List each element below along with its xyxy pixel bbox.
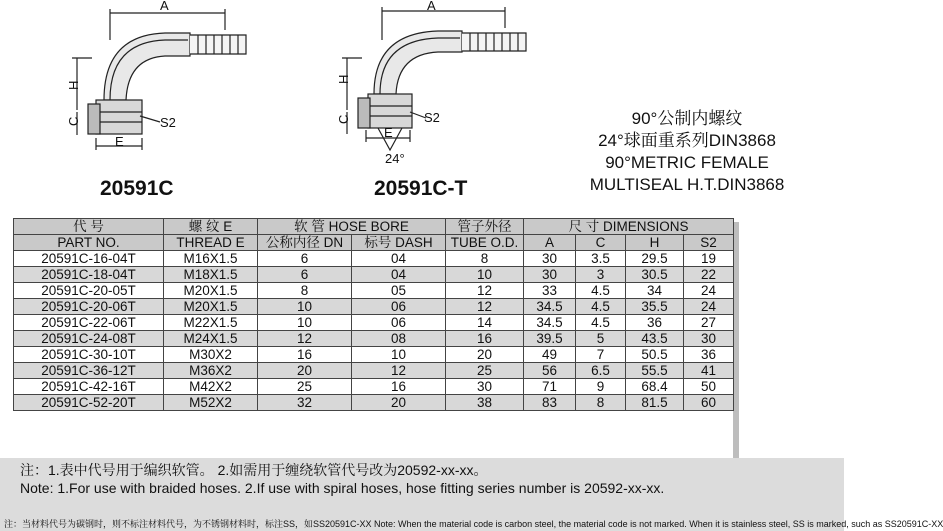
table-cell: 12	[446, 283, 524, 299]
th-tube-cn: 管子外径	[446, 219, 524, 235]
table-cell: 39.5	[524, 331, 576, 347]
table-cell: 08	[352, 331, 446, 347]
table-cell: 4.5	[576, 299, 626, 315]
table-cell: 30	[524, 251, 576, 267]
table-cell: 20591C-42-16T	[14, 379, 164, 395]
right-dim-e: E	[384, 125, 393, 140]
table-cell: M22X1.5	[164, 315, 258, 331]
table-cell: M20X1.5	[164, 283, 258, 299]
table-cell: 30.5	[626, 267, 684, 283]
table-cell: 71	[524, 379, 576, 395]
table-cell: 05	[352, 283, 446, 299]
table-cell: 81.5	[626, 395, 684, 411]
table-cell: 7	[576, 347, 626, 363]
table-cell: 10	[258, 299, 352, 315]
table-cell: 20591C-24-08T	[14, 331, 164, 347]
left-dim-c: C	[66, 116, 81, 126]
th-part-no: PART NO.	[14, 235, 164, 251]
table-cell: M30X2	[164, 347, 258, 363]
table-cell: 06	[352, 299, 446, 315]
table-cell: 50.5	[626, 347, 684, 363]
table-cell: 16	[446, 331, 524, 347]
th-thread: THREAD E	[164, 235, 258, 251]
table-row	[14, 395, 734, 411]
table-row	[14, 379, 734, 395]
table-cell: 36	[626, 315, 684, 331]
table-cell: 04	[352, 267, 446, 283]
table-cell: M52X2	[164, 395, 258, 411]
table-cell: M16X1.5	[164, 251, 258, 267]
table-row	[14, 315, 734, 331]
table-cell: 24	[684, 299, 734, 315]
desc-line-3: 90°METRIC FEMALE	[605, 153, 769, 172]
table-cell: 5	[576, 331, 626, 347]
table-cell: 12	[352, 363, 446, 379]
th-a: A	[524, 235, 576, 251]
table-cell: 34.5	[524, 299, 576, 315]
table-cell: 50	[684, 379, 734, 395]
table-cell: 34.5	[524, 315, 576, 331]
table-row	[14, 299, 734, 315]
table-cell: 30	[684, 331, 734, 347]
table-header-row-1	[14, 219, 734, 235]
table-cell: 8	[258, 283, 352, 299]
th-dn: 公称内径 DN	[258, 235, 352, 251]
table-cell: 8	[446, 251, 524, 267]
table-cell: 6	[258, 251, 352, 267]
table-cell: M24X1.5	[164, 331, 258, 347]
table-cell: 56	[524, 363, 576, 379]
left-fitting-drawing	[72, 9, 246, 150]
table-cell: M18X1.5	[164, 267, 258, 283]
dimension-table	[13, 218, 734, 411]
table-cell: 27	[684, 315, 734, 331]
note-cn: 注：1.表中代号用于编织软管。 2.如需用于缠绕软管代号改为20592-xx-xx。	[20, 462, 488, 478]
table-cell: 38	[446, 395, 524, 411]
table-cell: 68.4	[626, 379, 684, 395]
table-cell: 8	[576, 395, 626, 411]
right-model-label: 20591C-T	[374, 177, 468, 200]
table-row	[14, 347, 734, 363]
table-cell: 83	[524, 395, 576, 411]
table-cell: 19	[684, 251, 734, 267]
table-row	[14, 267, 734, 283]
table-cell: 55.5	[626, 363, 684, 379]
table-cell: 41	[684, 363, 734, 379]
table-cell: 60	[684, 395, 734, 411]
table-cell: 20	[446, 347, 524, 363]
table-cell: 20591C-52-20T	[14, 395, 164, 411]
table-cell: 30	[524, 267, 576, 283]
table-cell: 9	[576, 379, 626, 395]
table-cell: M42X2	[164, 379, 258, 395]
table-cell: 25	[258, 379, 352, 395]
table-row	[14, 251, 734, 267]
table-cell: 20591C-18-04T	[14, 267, 164, 283]
notes-section	[0, 458, 943, 531]
right-dim-a: A	[427, 0, 436, 13]
table-cell: 10	[258, 315, 352, 331]
table-cell: 16	[352, 379, 446, 395]
note-en: Note: 1.For use with braided hoses. 2.If use with spiral hoses, hose fitting series number is 20592-xx-xx.	[20, 480, 665, 496]
right-fitting-drawing	[342, 7, 526, 150]
table-cell: 16	[258, 347, 352, 363]
table-cell: 3	[576, 267, 626, 283]
table-cell: 12	[446, 299, 524, 315]
table-cell: M20X1.5	[164, 299, 258, 315]
table-cell: 12	[258, 331, 352, 347]
table-cell: 14	[446, 315, 524, 331]
table-cell: 20591C-20-06T	[14, 299, 164, 315]
th-code-cn: 代 号	[14, 219, 164, 235]
table-cell: 30	[446, 379, 524, 395]
table-cell: 6	[258, 267, 352, 283]
right-dim-angle: 24°	[385, 151, 405, 166]
table-cell: 36	[684, 347, 734, 363]
table-cell: 20591C-16-04T	[14, 251, 164, 267]
table-cell: M36X2	[164, 363, 258, 379]
th-tube-od: TUBE O.D.	[446, 235, 524, 251]
table-cell: 06	[352, 315, 446, 331]
desc-line-1: 90°公制内螺纹	[631, 109, 743, 128]
table-row	[14, 283, 734, 299]
table-cell: 49	[524, 347, 576, 363]
th-s2: S2	[684, 235, 734, 251]
table-header-row-2	[14, 235, 734, 251]
th-h: H	[626, 235, 684, 251]
left-model-label: 20591C	[100, 177, 174, 200]
table-cell: 20591C-20-05T	[14, 283, 164, 299]
table-cell: 43.5	[626, 331, 684, 347]
table-cell: 6.5	[576, 363, 626, 379]
table-cell: 10	[352, 347, 446, 363]
left-dim-a: A	[160, 0, 169, 13]
note-material: 注：当材料代号为碳钢时，则不标注材料代号，为不锈钢材料时，标注SS，如SS20591C-XX Note: When the material code is carbon steel, the material code is not marked. When it is stainless steel, SS is marked, such as SS20591C-XX	[4, 519, 943, 529]
table-row	[14, 331, 734, 347]
desc-line-2: 24°球面重系列DIN3868	[598, 131, 776, 150]
left-dim-h: H	[66, 80, 81, 90]
table-row	[14, 363, 734, 379]
left-dim-s2: S2	[160, 115, 176, 130]
right-dim-s2: S2	[424, 110, 440, 125]
table-cell: 33	[524, 283, 576, 299]
th-hose-bore: 软 管 HOSE BORE	[258, 219, 446, 235]
table-cell: 34	[626, 283, 684, 299]
table-cell: 20591C-36-12T	[14, 363, 164, 379]
th-dash: 标号 DASH	[352, 235, 446, 251]
table-cell: 4.5	[576, 283, 626, 299]
table-cell: 20591C-22-06T	[14, 315, 164, 331]
table-cell: 24	[684, 283, 734, 299]
table-cell: 20	[352, 395, 446, 411]
desc-line-4: MULTISEAL H.T.DIN3868	[589, 175, 785, 194]
table-cell: 20591C-30-10T	[14, 347, 164, 363]
table-cell: 20	[258, 363, 352, 379]
left-dim-e: E	[115, 134, 124, 149]
table-cell: 4.5	[576, 315, 626, 331]
table-cell: 25	[446, 363, 524, 379]
th-thread-cn: 螺 纹 E	[164, 219, 258, 235]
table-cell: 3.5	[576, 251, 626, 267]
right-dim-h: H	[336, 74, 351, 84]
th-dimensions: 尺 寸 DIMENSIONS	[524, 219, 734, 235]
product-description	[560, 108, 814, 196]
right-dim-c: C	[336, 114, 351, 124]
table-cell: 29.5	[626, 251, 684, 267]
th-c: C	[576, 235, 626, 251]
table-cell: 22	[684, 267, 734, 283]
table-cell: 32	[258, 395, 352, 411]
table-cell: 35.5	[626, 299, 684, 315]
table-cell: 04	[352, 251, 446, 267]
table-cell: 10	[446, 267, 524, 283]
